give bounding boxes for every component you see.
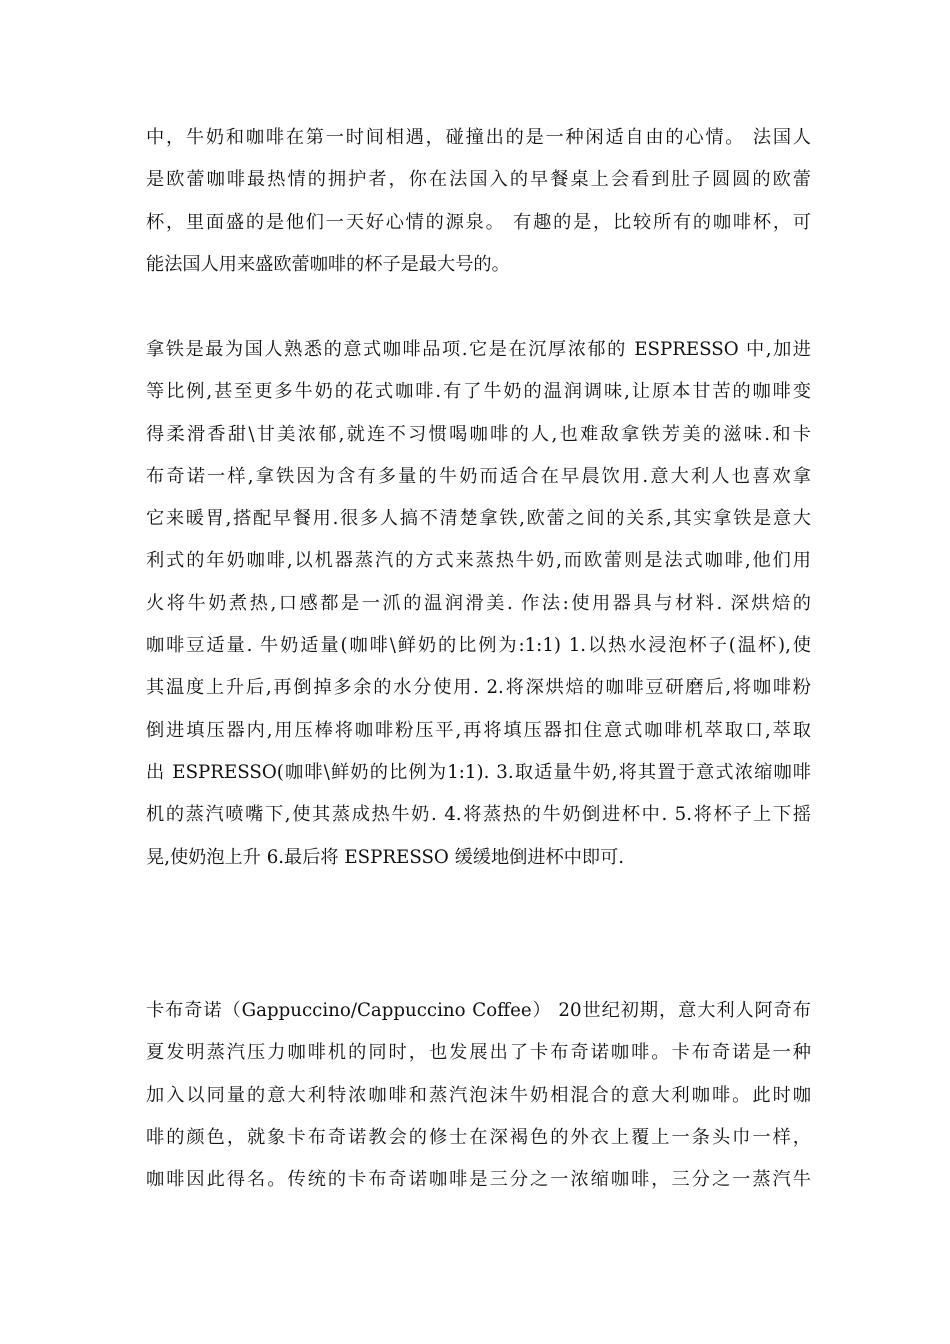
text-line: 卡布奇诺（Gappuccino/Cappuccino Coffee） 20世纪初期，意大利人阿奇布 [146,1000,811,1021]
text-line: 它来暖胃,搭配早餐用.很多人搞不清楚拿铁,欧蕾之间的关系,其实拿铁是意大 [146,508,811,530]
text-line: 火将牛奶煮热,口感都是一沠的温润滑美. 作法:使用器具与材料. 深烘焙的 [146,592,811,614]
text-line: 出 ESPRESSO(咖啡\鲜奶的比例为1:1). 3.取适量牛奶,将其置于意式浓缩咖啡 [146,761,811,783]
text-line: 啡的颜色，就象卡布奇诺教会的修士在深褐色的外衣上覆上一条头巾一样， [146,1126,811,1148]
paragraph-cafe-au-lait [146,117,811,286]
text-line: 等比例,甚至更多牛奶的花式咖啡.有了牛奶的温润调味,让原本甘苦的咖啡变 [146,381,811,403]
text-line: 机的蒸汽喷嘴下,使其蒸成热牛奶. 4.将蒸热的牛奶倒进杯中. 5.将杯子上下摇 [146,804,811,826]
text-line: 拿铁是最为国人熟悉的意式咖啡品项.它是在沉厚浓郁的 ESPRESSO 中,加进 [146,339,811,360]
text-line: 得柔滑香甜\甘美浓郁,就连不习惯喝咖啡的人,也难敌拿铁芳美的滋味.和卡 [146,423,811,445]
text-line: 是欧蕾咖啡最热情的拥护者，你在法国入的早餐桌上会看到肚子圆圆的欧蕾 [146,169,811,191]
text-line: 利式的年奶咖啡,以机器蒸汽的方式来蒸热牛奶,而欧蕾则是法式咖啡,他们用 [146,550,811,572]
text-line: 加入以同量的意大利特浓咖啡和蒸汽泡沫牛奶相混合的意大利咖啡。此时咖 [146,1084,811,1106]
text-line: 咖啡豆适量. 牛奶适量(咖啡\鲜奶的比例为:1:1) 1.以热水浸泡杯子(温杯),使 [146,635,811,657]
text-line: 咖啡因此得名。传统的卡布奇诺咖啡是三分之一浓缩咖啡，三分之一蒸汽牛 [146,1169,811,1191]
paragraph-latte [146,329,811,879]
text-line: 夏发明蒸汽压力咖啡机的同时，也发展出了卡布奇诺咖啡。卡布奇诺是一种 [146,1042,811,1064]
text-line: 布奇诺一样,拿铁因为含有多量的牛奶而适合在早晨饮用.意大利人也喜欢拿 [146,465,811,487]
text-line: 中，牛奶和咖啡在第一时间相遇，碰撞出的是一种闲适自由的心情。 法国人 [146,127,811,148]
text-line: 杯，里面盛的是他们一天好心情的源泉。 有趣的是，比较所有的咖啡杯，可 [146,211,811,233]
text-line: 能法国人用来盛欧蕾咖啡的杯子是最大号的。 [146,253,510,275]
text-line: 其温度上升后,再倒掉多余的水分使用. 2.将深烘焙的咖啡豆研磨后,将咖啡粉 [146,677,811,699]
text-line: 晃,使奶泡上升 6.最后将 ESPRESSO 缓缓地倒进杯中即可. [146,846,625,868]
text-line: 倒进填压器内,用压棒将咖啡粉压平,再将填压器扣住意式咖啡机萃取口,萃取 [146,719,811,741]
paragraph-cappuccino [146,990,811,1201]
